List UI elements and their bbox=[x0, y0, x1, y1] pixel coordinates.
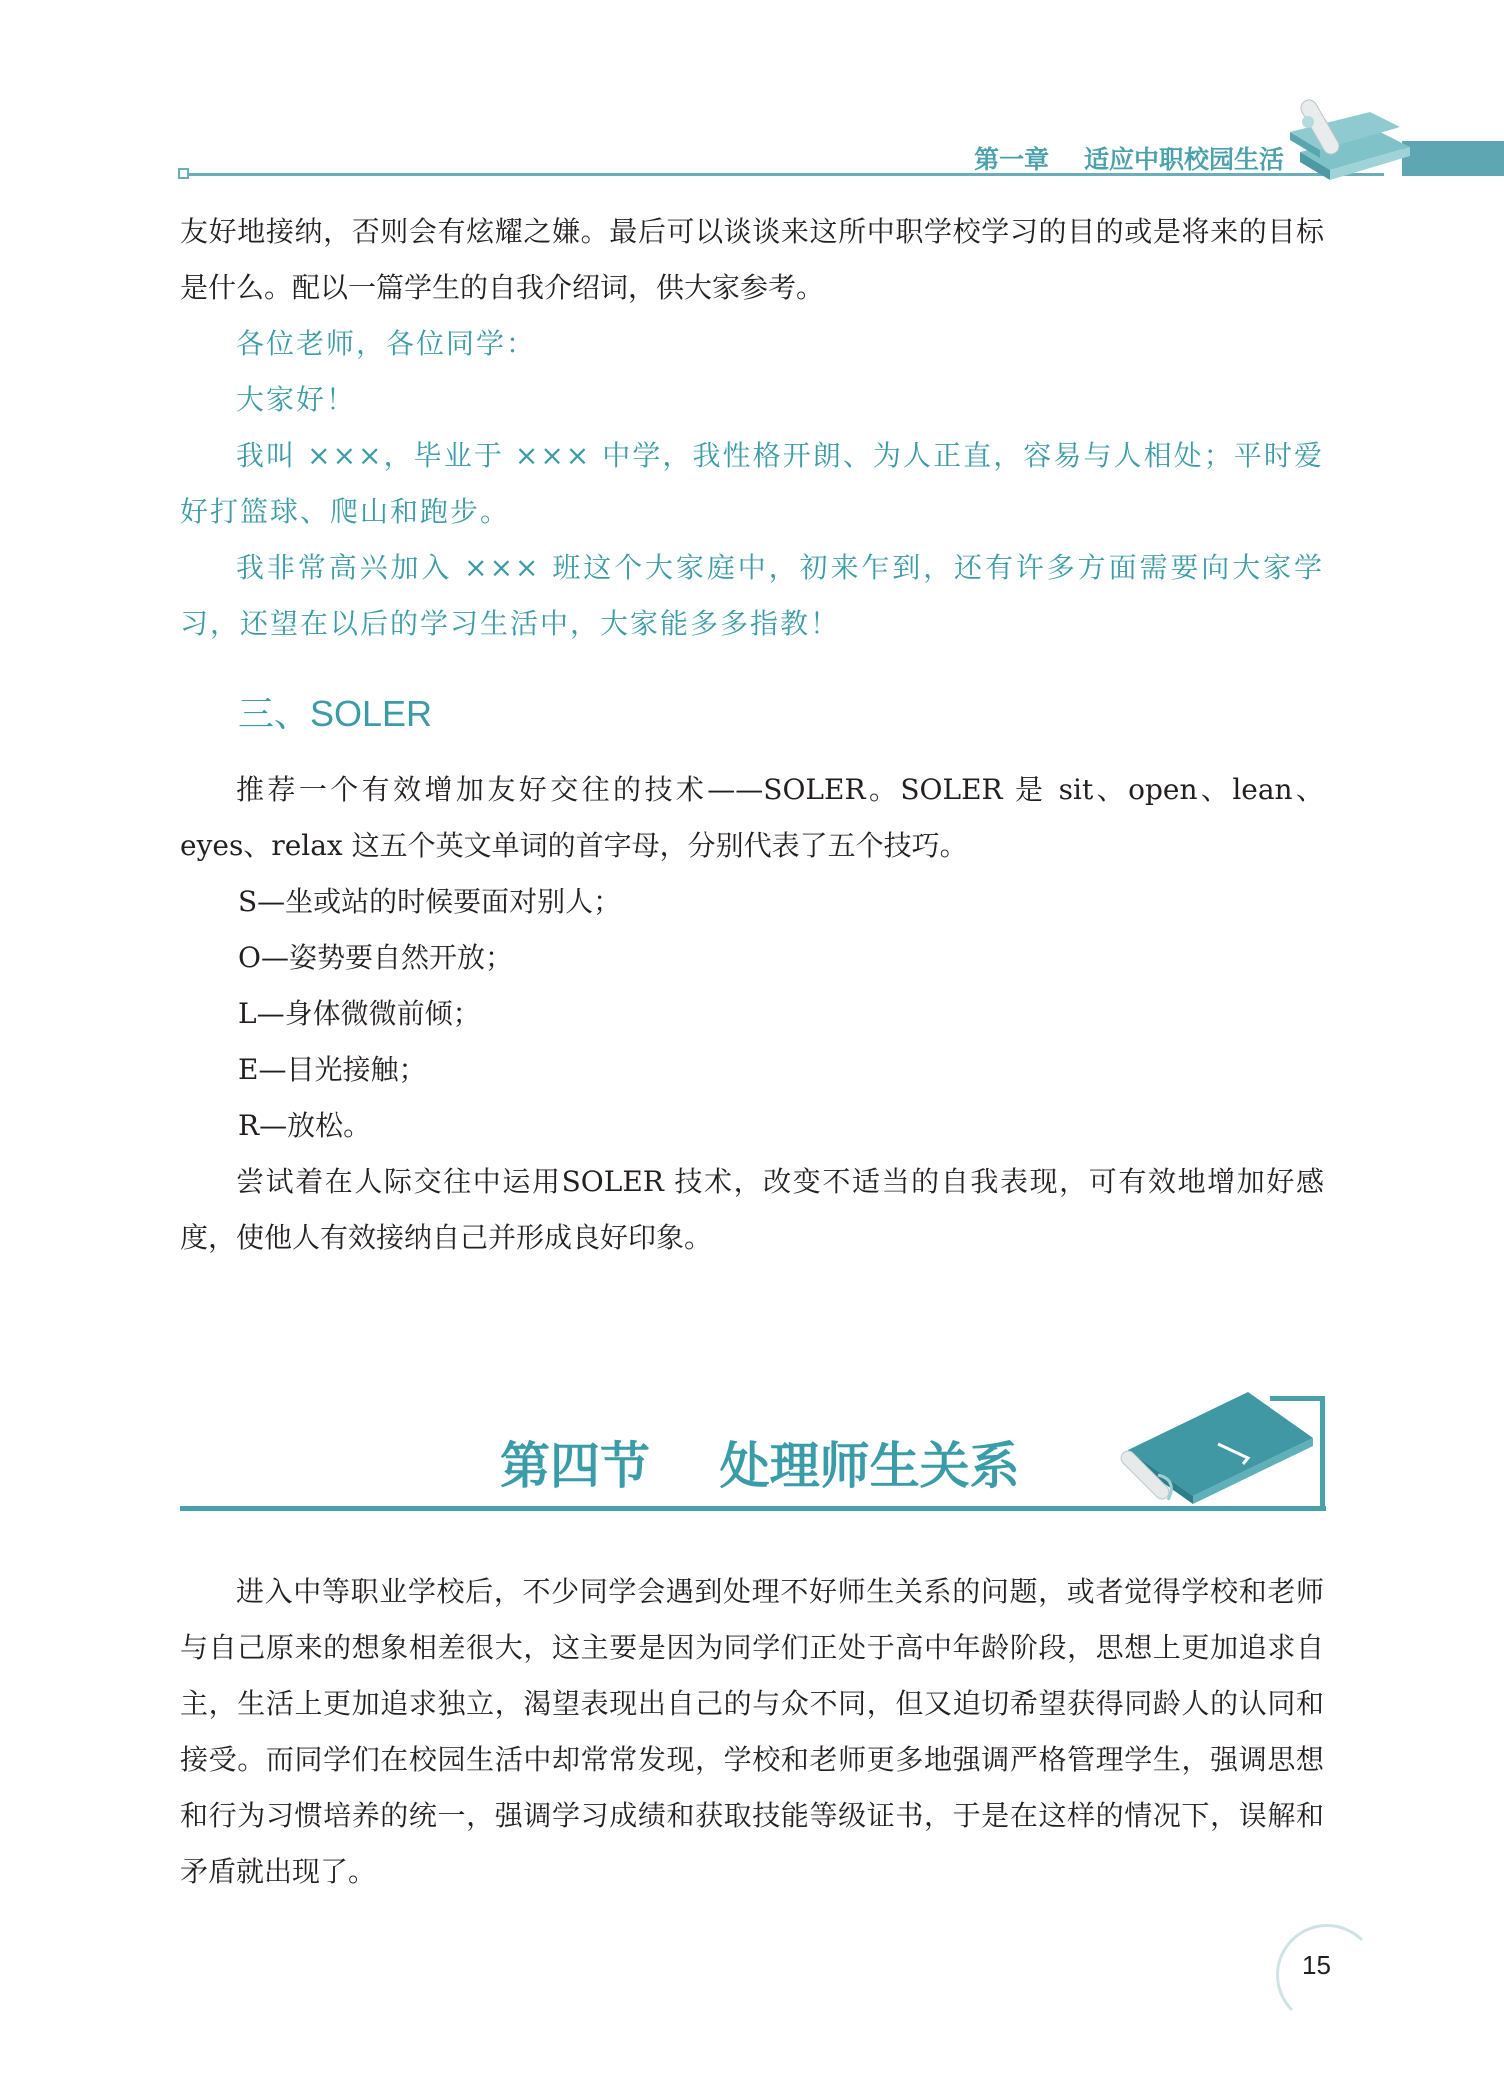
books-diploma-icon bbox=[1260, 92, 1420, 192]
speech-greeting: 各位老师，各位同学： bbox=[236, 327, 537, 360]
soler-item: L—身体微微前倾； bbox=[238, 997, 481, 1030]
soler-intro: 推荐一个有效增加友好交往的技术——SOLER。SOLER 是 sit、open、lean、eyes、relax 这五个英文单词的首字母，分别代表了五个技巧。 bbox=[180, 773, 1324, 862]
soler-conclusion: 尝试着在人际交往中运用SOLER 技术，改变不适当的自我表现，可有效地增加好感度，使他人有效接纳自己并形成良好印象。 bbox=[180, 1165, 1324, 1254]
banner-frame-side bbox=[1320, 1396, 1325, 1511]
header-rule-endpoint bbox=[178, 168, 189, 179]
soler-item: E—目光接触； bbox=[238, 1053, 427, 1086]
soler-item: O—姿势要自然开放； bbox=[238, 941, 513, 974]
intro-paragraph: 友好地接纳，否则会有炫耀之嫌。最后可以谈谈来这所中职学校学习的目的或是将来的目标是什么。配以一篇学生的自我介绍词，供大家参考。 bbox=[180, 215, 1324, 304]
speech-hello: 大家好！ bbox=[236, 383, 357, 416]
graduation-cap-icon bbox=[1098, 1380, 1318, 1510]
soler-item: R—放松。 bbox=[238, 1109, 372, 1142]
section-heading: 三、SOLER bbox=[238, 693, 433, 734]
soler-item: S—坐或站的时候要面对别人； bbox=[238, 885, 622, 918]
chapter-title: 第一章 适应中职校园生活 bbox=[974, 145, 1284, 174]
section4-paragraph: 进入中等职业学校后，不少同学会遇到处理不好师生关系的问题，或者觉得学校和老师与自己原来的想象相差很大，这主要是因为同学们正处于高中年龄阶段，思想上更加追求自主，生活上更加追求独立，渴望表现出自己的与众不同，但又迫切希望获得同龄人的认同和接受。而同学们在校园生活中却常常发现，学校和老师更多地强调严格管理学生，强调思想和行为习惯培养的统一，强调学习成绩和获取技能等级证书，于是在这样的情况下，误解和矛盾就出现了。 bbox=[180, 1575, 1324, 1888]
speech-intro: 我叫 ×××，毕业于 ××× 中学，我性格开朗、为人正直，容易与人相处；平时爱好打篮球、爬山和跑步。 bbox=[180, 439, 1324, 528]
section-title: 第四节 处理师生关系 bbox=[500, 1437, 1020, 1495]
speech-closing: 我非常高兴加入 ××× 班这个大家庭中，初来乍到，还有许多方面需要向大家学习，还望在以后的学习生活中，大家能多多指教！ bbox=[180, 551, 1324, 640]
page-number: 15 bbox=[1302, 1950, 1331, 1980]
